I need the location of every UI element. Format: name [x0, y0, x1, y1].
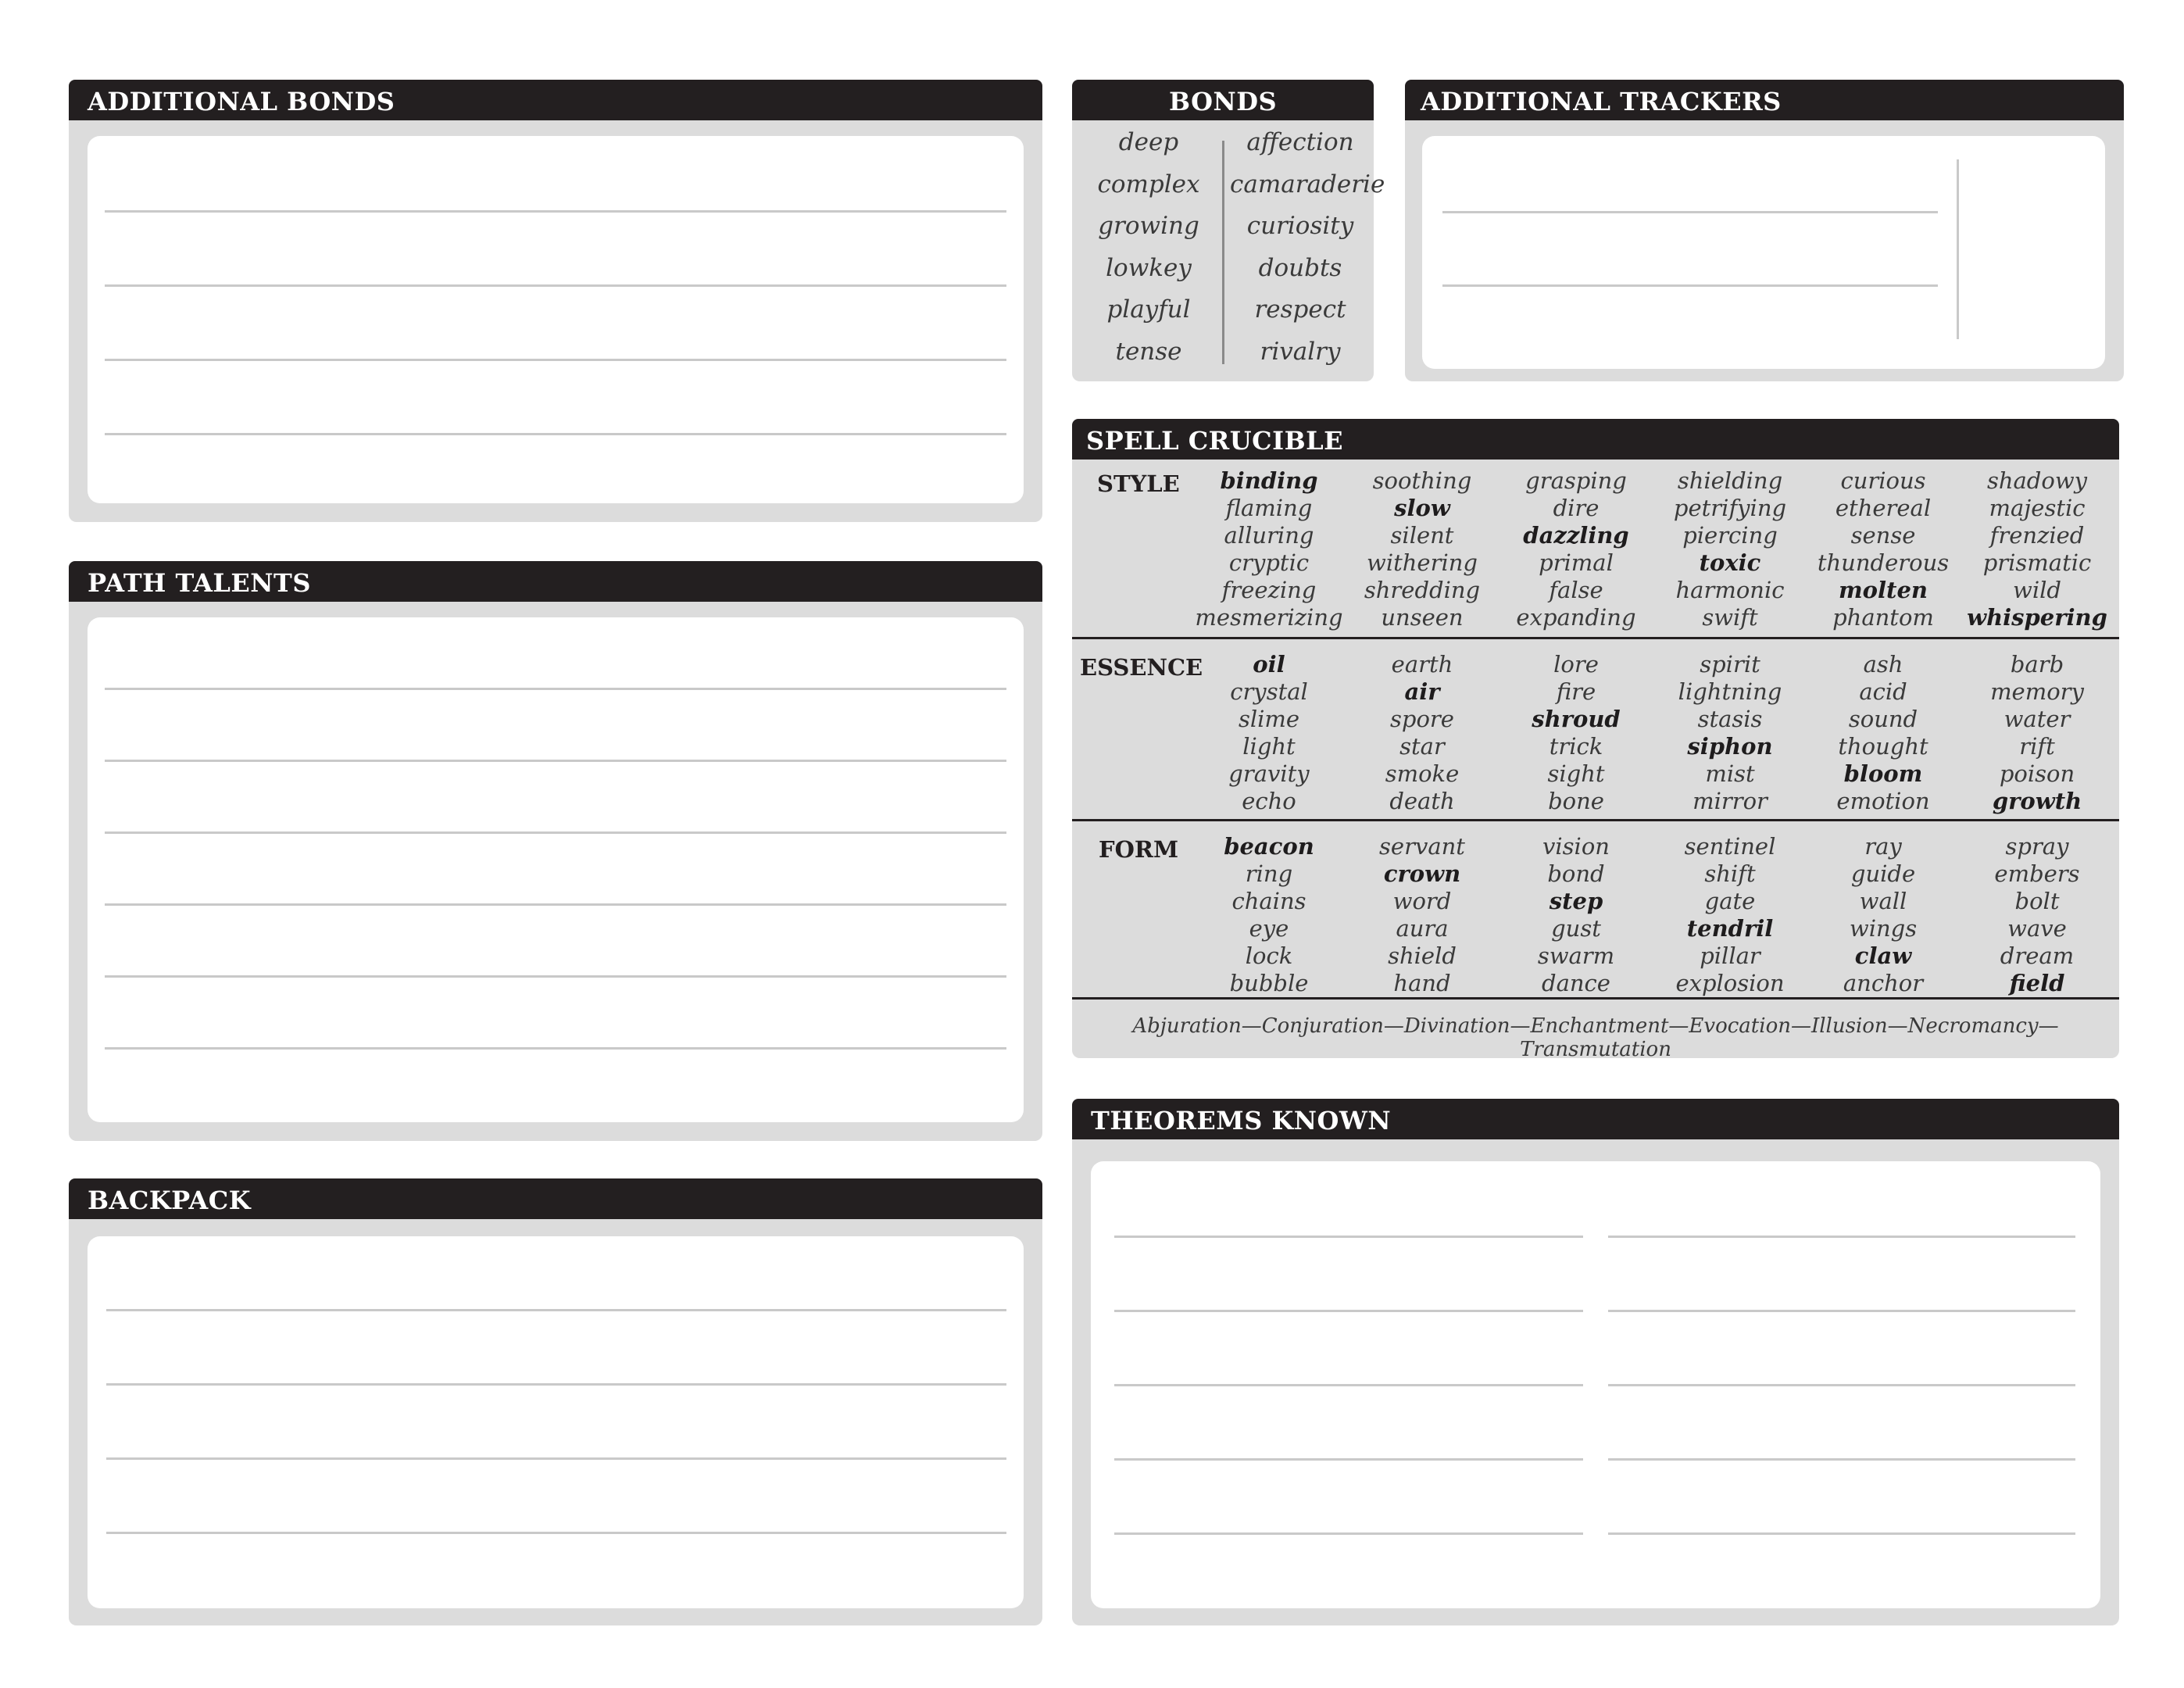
crucible-word[interactable]: thought [1838, 733, 1928, 760]
crucible-word[interactable]: thunderous [1817, 549, 1950, 576]
crucible-word[interactable]: death [1389, 788, 1455, 814]
write-line[interactable] [1608, 1384, 2075, 1386]
write-line[interactable] [105, 359, 1006, 361]
theorems-known-field[interactable] [1091, 1161, 2100, 1608]
crucible-word[interactable]: eye [1249, 915, 1289, 942]
bond-word-left: playful [1106, 295, 1191, 324]
crucible-column [1498, 833, 1654, 997]
crucible-word[interactable]: earth [1391, 651, 1453, 678]
bond-word-right: camaraderie [1230, 170, 1385, 198]
crucible-word[interactable]: chains [1231, 888, 1306, 914]
crucible-column [1344, 467, 1500, 631]
crucible-word[interactable]: bloom [1843, 760, 1923, 787]
crucible-word[interactable]: step [1549, 888, 1603, 914]
crucible-column [1191, 833, 1347, 997]
crucible-word[interactable]: gust [1551, 915, 1601, 942]
crucible-word[interactable]: bone [1548, 788, 1604, 814]
crucible-column [1805, 467, 1961, 631]
write-line[interactable] [1608, 1310, 2075, 1312]
crucible-word[interactable]: sight [1547, 760, 1605, 787]
write-line[interactable] [106, 1457, 1006, 1460]
crucible-word[interactable]: crown [1383, 860, 1461, 887]
bond-word-right: respect [1254, 295, 1346, 324]
crucible-column [1652, 467, 1808, 631]
additional-trackers-title: ADDITIONAL TRACKERS [1405, 80, 2124, 120]
crucible-word[interactable]: dream [2000, 942, 2075, 969]
write-line[interactable] [105, 284, 1006, 287]
crucible-word[interactable]: trick [1549, 733, 1603, 760]
write-line[interactable] [1608, 1532, 2075, 1535]
bond-word-right: affection [1246, 128, 1354, 156]
crucible-word[interactable]: light [1242, 733, 1296, 760]
crucible-word[interactable]: acid [1859, 678, 1907, 705]
crucible-word[interactable]: vision [1542, 833, 1610, 860]
crucible-word[interactable]: shift [1704, 860, 1756, 887]
write-line[interactable] [1114, 1532, 1583, 1535]
crucible-word[interactable]: pillar [1700, 942, 1760, 969]
write-line[interactable] [1442, 211, 1938, 213]
crucible-word[interactable]: shredding [1364, 577, 1481, 603]
crucible-word[interactable]: lightning [1678, 678, 1782, 705]
crucible-divider [1072, 819, 2119, 821]
bonds-divider [1222, 141, 1224, 364]
crucible-word[interactable]: bolt [2014, 888, 2060, 914]
bonds-panel [1072, 80, 1385, 381]
additional-bonds-field[interactable] [88, 136, 1024, 503]
write-line[interactable] [1608, 1458, 2075, 1461]
crucible-word[interactable]: dazzling [1523, 522, 1629, 549]
crucible-word[interactable]: wild [2013, 577, 2061, 603]
crucible-word[interactable]: phantom [1832, 604, 1934, 631]
write-line[interactable] [105, 831, 1006, 834]
crucible-divider [1072, 637, 2119, 639]
write-line[interactable] [106, 1383, 1006, 1386]
crucible-word[interactable]: field [2009, 970, 2065, 996]
crucible-word[interactable]: ray [1864, 833, 1902, 860]
crucible-column [1191, 651, 1347, 815]
crucible-column [1805, 833, 1961, 997]
crucible-word[interactable]: gravity [1228, 760, 1310, 787]
crucible-word[interactable]: slow [1394, 495, 1450, 521]
crucible-word[interactable]: bubble [1229, 970, 1309, 996]
crucible-word[interactable]: petrifying [1673, 495, 1787, 521]
crucible-word[interactable]: false [1549, 577, 1603, 603]
write-line[interactable] [1608, 1236, 2075, 1238]
crucible-word[interactable]: wave [2007, 915, 2067, 942]
crucible-word[interactable]: shield [1388, 942, 1457, 969]
crucible-word[interactable]: star [1399, 733, 1445, 760]
crucible-word[interactable]: harmonic [1675, 577, 1785, 603]
crucible-row-label: ESSENCE [1080, 654, 1203, 681]
crucible-word[interactable]: sound [1848, 706, 1918, 732]
write-line[interactable] [1442, 284, 1938, 287]
write-line[interactable] [105, 903, 1006, 906]
write-line[interactable] [1114, 1384, 1583, 1386]
crucible-word[interactable]: bond [1547, 860, 1605, 887]
write-line[interactable] [106, 1532, 1006, 1534]
crucible-word[interactable]: siphon [1687, 733, 1773, 760]
crucible-column [1805, 651, 1961, 815]
bond-word-left: tense [1115, 337, 1182, 366]
crucible-word[interactable]: servant [1379, 833, 1465, 860]
additional-trackers-panel [1405, 80, 2124, 381]
write-line[interactable] [1114, 1458, 1583, 1461]
crucible-word[interactable]: water [2003, 706, 2071, 732]
crucible-word[interactable]: fire [1556, 678, 1596, 705]
bond-word-left: complex [1097, 170, 1200, 198]
crucible-word[interactable]: shielding [1677, 467, 1783, 494]
crucible-word[interactable]: stasis [1697, 706, 1763, 732]
crucible-word[interactable]: anchor [1843, 970, 1924, 996]
crucible-word[interactable]: sense [1850, 522, 1916, 549]
crucible-word[interactable]: echo [1242, 788, 1296, 814]
crucible-word[interactable]: flaming [1225, 495, 1313, 521]
crucible-word[interactable]: barb [2010, 651, 2064, 678]
crucible-word[interactable]: smoke [1385, 760, 1460, 787]
crucible-column [1959, 833, 2115, 997]
crucible-column [1498, 651, 1654, 815]
crucible-column [1959, 651, 2115, 815]
spell-schools: Abjuration—Conjuration—Divination—Enchantment—Evocation—Illusion—Necromancy—Transmutation [1132, 1014, 2059, 1061]
crucible-word[interactable]: primal [1539, 549, 1614, 576]
crucible-divider [1072, 997, 2119, 1000]
theorems-known-title: THEOREMS KNOWN [1072, 1099, 2119, 1139]
write-line[interactable] [105, 760, 1006, 762]
crucible-word[interactable]: alluring [1224, 522, 1314, 549]
crucible-word[interactable]: wall [1859, 888, 1907, 914]
additional-bonds-panel [69, 80, 1042, 522]
crucible-word[interactable]: beacon [1224, 833, 1314, 860]
crucible-word[interactable]: ash [1863, 651, 1903, 678]
crucible-word[interactable]: swarm [1537, 942, 1615, 969]
crucible-column [1652, 651, 1808, 815]
crucible-word[interactable]: spray [2005, 833, 2069, 860]
crucible-word[interactable]: binding [1220, 467, 1318, 494]
crucible-word[interactable]: withering [1367, 549, 1478, 576]
crucible-word[interactable]: oil [1253, 651, 1285, 678]
crucible-word[interactable]: guide [1850, 860, 1916, 887]
crucible-word[interactable]: shroud [1532, 706, 1621, 732]
crucible-word[interactable]: spore [1390, 706, 1454, 732]
crucible-word[interactable]: prismatic [1982, 549, 2092, 576]
crucible-word[interactable]: ring [1245, 860, 1293, 887]
crucible-word[interactable]: growth [1992, 788, 2082, 814]
spell-crucible-title: SPELL CRUCIBLE [1072, 419, 2119, 460]
crucible-word[interactable]: expanding [1516, 604, 1636, 631]
crucible-word[interactable]: wings [1849, 915, 1918, 942]
crucible-word[interactable]: mirror [1693, 788, 1768, 814]
crucible-word[interactable]: toxic [1699, 549, 1761, 576]
crucible-word[interactable]: curious [1840, 467, 1926, 494]
write-line[interactable] [105, 1047, 1006, 1050]
bond-word-right: rivalry [1260, 337, 1341, 366]
crucible-word[interactable]: emotion [1836, 788, 1930, 814]
backpack-title: BACKPACK [69, 1178, 1042, 1219]
crucible-column [1344, 833, 1500, 997]
crucible-word[interactable]: ethereal [1835, 495, 1932, 521]
crucible-word[interactable]: majestic [1989, 495, 2086, 521]
crucible-word[interactable]: silent [1390, 522, 1454, 549]
write-line[interactable] [105, 433, 1006, 435]
crucible-word[interactable]: rift [2019, 733, 2055, 760]
bond-word-left: deep [1118, 128, 1179, 156]
write-line[interactable] [105, 688, 1006, 690]
crucible-word[interactable]: frenzied [1989, 522, 2085, 549]
crucible-word[interactable]: embers [1994, 860, 2080, 887]
crucible-word[interactable]: hand [1393, 970, 1451, 996]
crucible-column [1959, 467, 2115, 631]
bond-word-right: doubts [1258, 253, 1342, 282]
crucible-word[interactable]: unseen [1381, 604, 1464, 631]
crucible-word[interactable]: shadowy [1986, 467, 2088, 494]
theorems-known-panel [1072, 1099, 2119, 1625]
bonds-title: BONDS [1072, 80, 1374, 120]
crucible-word[interactable]: slime [1238, 706, 1300, 732]
crucible-word[interactable]: molten [1839, 577, 1928, 603]
crucible-row-label: FORM [1099, 836, 1179, 863]
crucible-word[interactable]: grasping [1525, 467, 1627, 494]
crucible-word[interactable]: dance [1542, 970, 1610, 996]
crucible-column [1652, 833, 1808, 997]
path-talents-panel [69, 561, 1042, 1141]
bond-word-right: curiosity [1246, 212, 1354, 240]
crucible-word[interactable]: piercing [1682, 522, 1778, 549]
bond-word-left: growing [1098, 212, 1199, 240]
crucible-word[interactable]: lock [1245, 942, 1293, 969]
write-line[interactable] [105, 210, 1006, 213]
write-line[interactable] [106, 1309, 1006, 1311]
crucible-word[interactable]: freezing [1221, 577, 1317, 603]
crucible-row-label: STYLE [1097, 470, 1180, 497]
crucible-word[interactable]: tendril [1686, 915, 1774, 942]
crucible-word[interactable]: memory [1990, 678, 2084, 705]
crucible-column [1344, 651, 1500, 815]
crucible-word[interactable]: claw [1854, 942, 1912, 969]
crucible-word[interactable]: poison [1999, 760, 2075, 787]
crucible-word[interactable]: mesmerizing [1195, 604, 1343, 631]
crucible-word[interactable]: crystal [1230, 678, 1308, 705]
crucible-word[interactable]: whispering [1967, 604, 2107, 631]
write-line[interactable] [105, 975, 1006, 978]
additional-trackers-field[interactable] [1422, 136, 2105, 369]
crucible-word[interactable]: sentinel [1684, 833, 1776, 860]
write-line[interactable] [1114, 1310, 1583, 1312]
backpack-field[interactable] [88, 1236, 1024, 1608]
spell-crucible-panel [1072, 419, 2119, 1061]
path-talents-title: PATH TALENTS [69, 561, 1042, 602]
crucible-word[interactable]: gate [1704, 888, 1756, 914]
crucible-word[interactable]: cryptic [1228, 549, 1310, 576]
crucible-word[interactable]: spirit [1700, 651, 1760, 678]
crucible-word[interactable]: mist [1705, 760, 1755, 787]
crucible-word[interactable]: aura [1396, 915, 1449, 942]
backpack-panel [69, 1178, 1042, 1625]
crucible-column [1498, 467, 1654, 631]
crucible-word[interactable]: word [1392, 888, 1452, 914]
bond-word-left: lowkey [1106, 253, 1192, 282]
additional-bonds-title: ADDITIONAL BONDS [69, 80, 1042, 120]
crucible-word[interactable]: explosion [1675, 970, 1785, 996]
path-talents-field[interactable] [88, 617, 1024, 1122]
crucible-word[interactable]: dire [1553, 495, 1600, 521]
crucible-word[interactable]: swift [1702, 604, 1758, 631]
write-line[interactable] [1114, 1236, 1583, 1238]
tracker-divider [1957, 159, 1959, 339]
crucible-column [1191, 467, 1347, 631]
crucible-word[interactable]: soothing [1372, 467, 1472, 494]
crucible-word[interactable]: lore [1553, 651, 1599, 678]
crucible-word[interactable]: air [1404, 678, 1440, 705]
